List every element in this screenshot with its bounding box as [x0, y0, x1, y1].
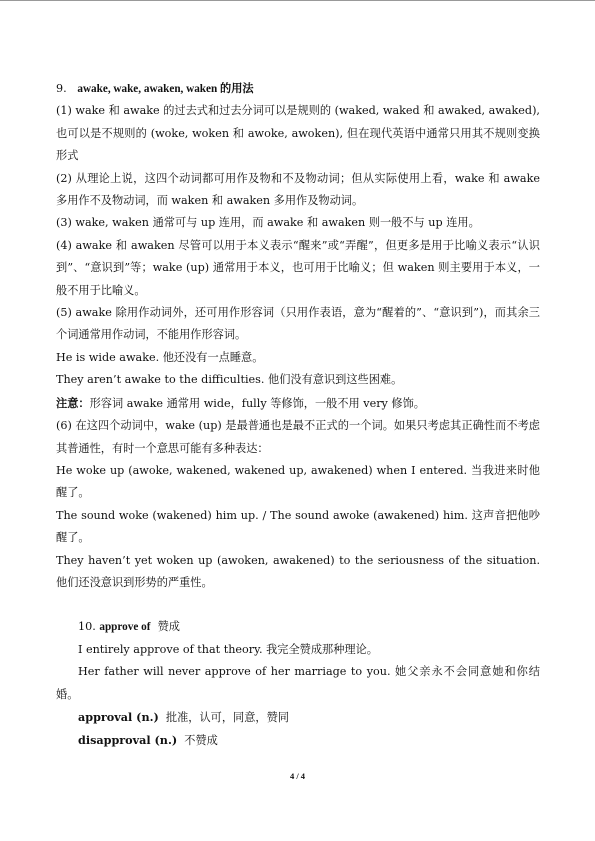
disapproval-word: disapproval (n.) — [78, 733, 178, 748]
note-text: 形容词 awake 通常用 wide，fully 等修饰，一般不用 very 修饰。 — [89, 396, 425, 410]
document-body — [56, 78, 540, 753]
example-5: They haven’t yet woken up (awoken, awakened) to the seriousness of the situation. 他们还没意识到形势的严重性。 — [56, 553, 540, 589]
paragraph-2: (2) 从理论上说，这四个动词都可用作及物和不及物动词；但从实际使用上看，wake 和 awake 多用作不及物动词，而 waken 和 awaken 多用作及物动词。 — [56, 171, 540, 208]
heading-number: 9. — [56, 82, 67, 95]
example-4: The sound woke (wakened) him up. / The sound awoke (awakened) him. 这声音把他吵醒了。 — [56, 508, 540, 545]
top-rule — [0, 0, 595, 1]
approval-definition: 批准，认可，同意，赞同 — [165, 710, 289, 724]
disapproval-definition: 不赞成 — [184, 734, 218, 748]
heading-text: awake, wake, awaken, waken 的用法 — [77, 83, 254, 95]
paragraph-3: (3) wake, waken 通常可与 up 连用，而 awake 和 awaken 则一般不与 up 连用。 — [56, 216, 480, 230]
paragraph-5: (5) awake 除用作动词外，还可用作形容词（只用作表语，意为“醒着的”、“意识到”)，而其余三个词通常用作动词，不能用作形容词。 — [56, 306, 540, 342]
example-6: I entirely approve of that theory. 我完全赞成那种理论。 — [78, 642, 378, 656]
heading-text: approve of — [99, 621, 151, 634]
section-9-heading — [56, 78, 540, 100]
page-number: 4 / 4 — [289, 771, 306, 781]
heading-number: 10. — [78, 620, 96, 634]
paragraph-1: (1) wake 和 awake 的过去式和过去分词可以是规则的 (waked, waked 和 awaked, awaked), 也可以是不规则的 (woke, woken 和 awoke, awoken), 但在现代英语中通常只用其不规则变换形式 — [56, 104, 540, 163]
example-2: They aren’t awake to the difficulties. 他们没有意识到这些困难。 — [56, 373, 403, 387]
section-spacer — [56, 594, 540, 616]
paragraph-4: (4) awake 和 awaken 尽管可以用于本义表示“醒来”或“弄醒”，但更多是用于比喻义表示“认识到”、“意识到”等；wake (up) 通常用于本义，也可用于比喻义；但 waken 则主要用于本义，一般不用于比喻义。 — [56, 238, 540, 297]
example-7: Her father will never approve of her marriage to you. 她父亲永不会同意她和你结婚。 — [56, 665, 540, 701]
example-1: He is wide awake. 他还没有一点睡意。 — [56, 350, 264, 364]
example-3: He woke up (awoke, wakened, wakened up, awakened) when I entered. 当我进来时他醒了。 — [56, 463, 540, 500]
section-10-heading — [56, 616, 540, 638]
approval-entry — [56, 706, 540, 729]
note-label: 注意： — [56, 395, 90, 410]
note — [56, 392, 540, 415]
disapproval-entry — [56, 729, 540, 752]
paragraph-6: (6) 在这四个动词中，wake (up) 是最普通也是最不正式的一个词。如果只考虑其正确性而不考虑其普通性，有时一个意思可能有多种表达： — [56, 419, 540, 455]
heading-translation: 赞成 — [157, 620, 180, 634]
approval-word: approval (n.) — [78, 709, 159, 724]
